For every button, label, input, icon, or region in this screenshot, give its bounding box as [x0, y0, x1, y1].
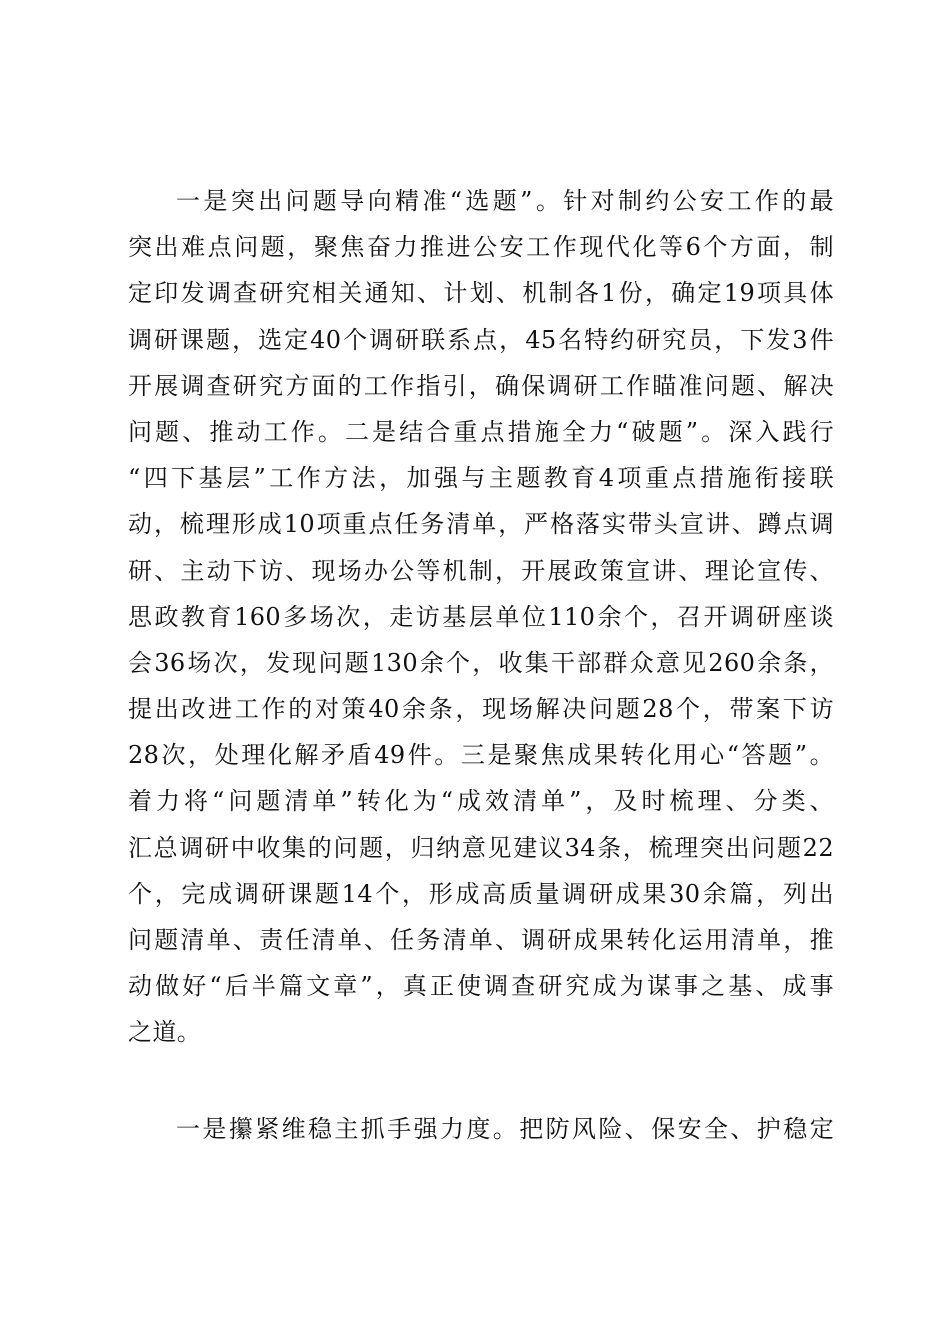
text-line: 一是攥紧维稳主抓手强力度。把防风险、保安全、护稳定 [176, 1114, 834, 1143]
text-line: 问题、推动工作。二是结合重点措施全力“破题”。深入践行 [128, 417, 834, 446]
text-line: 28次，处理化解矛盾49件。三是聚焦成果转化用心“答题”。 [128, 741, 834, 770]
text-line: 突出难点问题，聚焦奋力推进公安工作现代化等6个方面，制 [128, 233, 834, 262]
text-line: 动做好“后半篇文章”，真正使调查研究成为谋事之基、成事 [128, 972, 834, 1001]
text-line: 会36场次，发现问题130余个，收集干部群众意见260余条， [128, 648, 834, 677]
text-line: 开展调查研究方面的工作指引，确保调研工作瞄准问题、解决 [128, 371, 834, 400]
paragraph-stability [128, 1106, 834, 1152]
text-line: 思政教育160多场次，走访基层单位110余个，召开调研座谈 [128, 602, 834, 631]
paragraph-research [128, 178, 834, 1056]
text-line: “四下基层”工作方法，加强与主题教育4项重点措施衔接联 [128, 464, 834, 493]
text-line: 个，完成调研课题14个，形成高质量调研成果30余篇，列出 [128, 879, 834, 908]
text-line: 提出改进工作的对策40余条，现场解决问题28个，带案下访 [128, 695, 834, 724]
text-line: 定印发调查研究相关通知、计划、机制各1份，确定19项具体 [128, 279, 834, 308]
document-body [128, 178, 834, 1152]
text-line: 动，梳理形成10项重点任务清单，严格落实带头宣讲、蹲点调 [128, 510, 834, 539]
text-line: 之道。 [128, 1018, 202, 1047]
section-heading [128, 1060, 834, 1106]
text-line: 调研课题，选定40个调研联系点，45名特约研究员，下发3件 [128, 325, 834, 354]
text-line: 着力将“问题清单”转化为“成效清单”，及时梳理、分类、 [128, 787, 834, 816]
text-line: 一是突出问题导向精准“选题”。针对制约公安工作的最 [176, 187, 834, 215]
text-line: 研、主动下访、现场办公等机制，开展政策宣讲、理论宣传、 [128, 556, 834, 585]
text-line: 汇总调研中收集的问题，归纳意见建议34条，梳理突出问题22 [128, 833, 834, 862]
text-line: 问题清单、责任清单、任务清单、调研成果转化运用清单，推 [128, 926, 834, 954]
